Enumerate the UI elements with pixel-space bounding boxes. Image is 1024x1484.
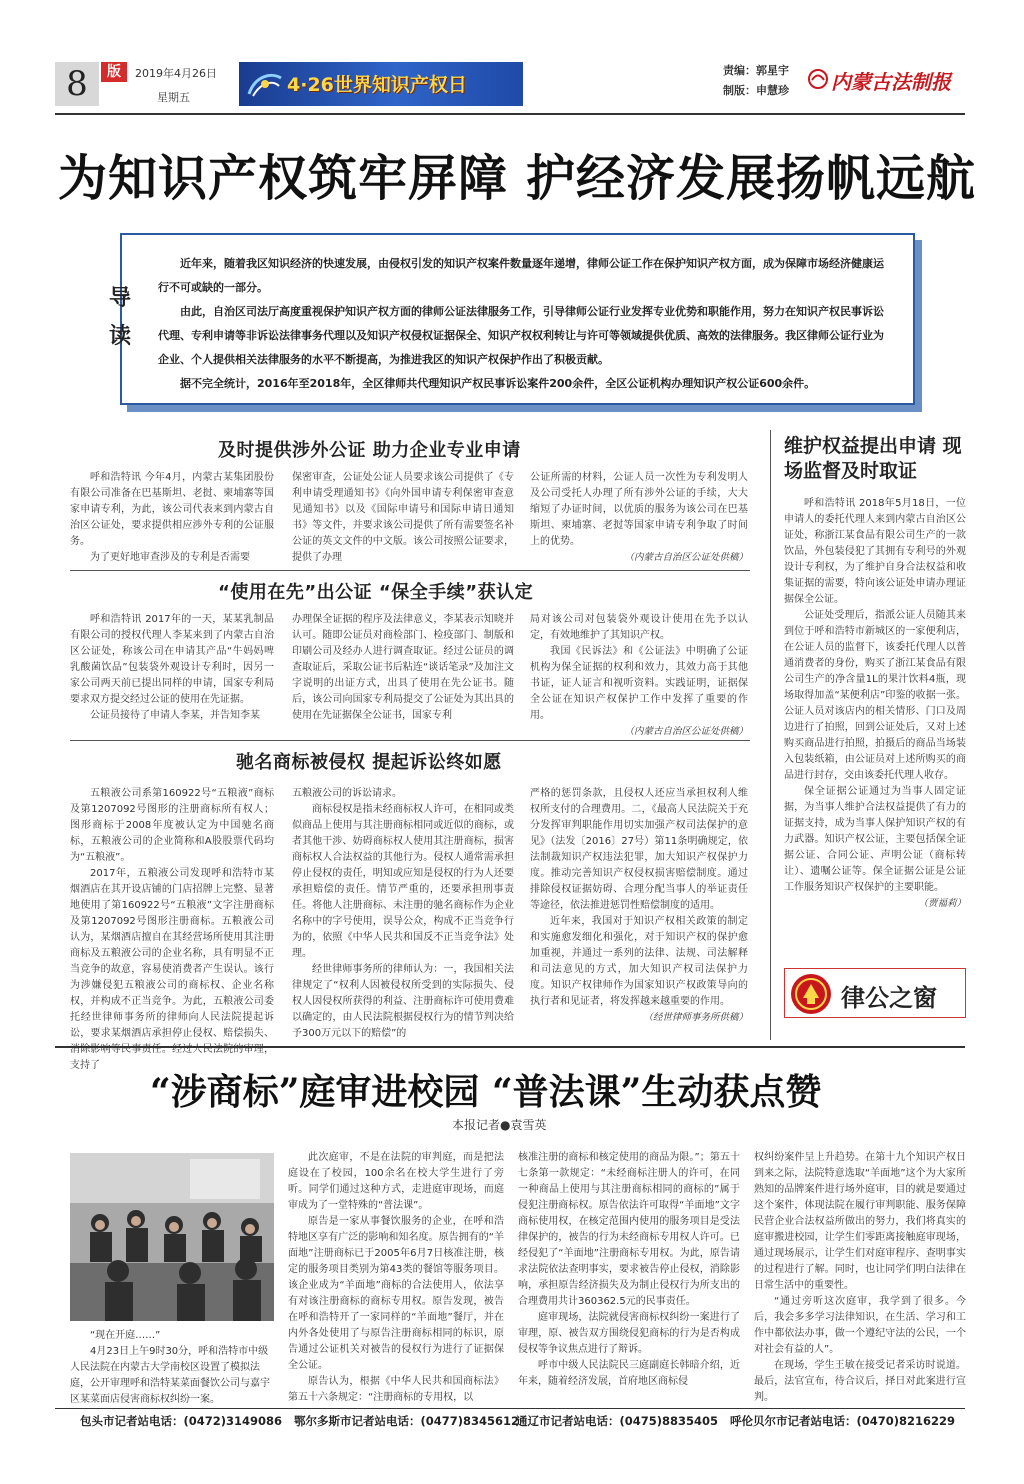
swirl-icon xyxy=(245,68,285,100)
article-paragraph: 呼和浩特讯 2017年的一天，某某乳制品有限公司的授权代理人李某来到了内蒙古自治区公证处，称该公司在申请其产品“牛妈妈啤乳酸菌饮品”包装袋外观设计专利时，因另一家公司两天前已提出同样的申请，国家专利局要求双方提交经过公证的使用在先证据。 xyxy=(70,614,274,705)
banner-title: 4·26世界知识产权日 xyxy=(287,74,467,96)
article3-col2 xyxy=(292,786,514,1039)
article-paragraph: 原告认为，根据《中华人民共和国商标法》第五十六条规定：“注册商标的专用权，以 xyxy=(288,1376,504,1403)
article1-col3 xyxy=(530,470,748,566)
article5-col2 xyxy=(518,1150,740,1402)
article-paragraph: 公证员接待了申请人李某，并告知李某 xyxy=(90,710,260,721)
article-paragraph: 商标侵权是指未经商标权人许可，在相同或类似商品上使用与其注册商标相同或近似的商标，或者其他干涉、妨碍商标权人使用其注册商标，损害商标权人合法权益的其他行为。侵权人通常需承担停止侵权的责任，明知或应知是侵权的行为人还要承担赔偿的责任。情节严重的，还要承担刑事责任。将他人注册商标、未注册的驰名商标作为企业名称中的字号使用，误导公众，构成不正当竞争行为的，依照《中华人民共和国反不正当竞争法》处理。 xyxy=(292,804,514,959)
lawyer-badge-icon xyxy=(789,972,833,1016)
article-paragraph: 2017年，五粮液公司发现呼和浩特市某烟酒店在其开设店铺的门店招牌上完整、显著地使用了第160922号“五粮液”文字注册商标及第1207092号图形注册商标。五粮液公司认为，某烟酒店擅自在其经营场所使用其注册商标及五粮液公司的企业名称，具有明显不正当竞争的故意，容易使消费者产生误认。该行为涉嫌侵犯五粮液公司的商标权、企业名称权，并构成不正当竞争。为此，五粮液公司委托经世律师事务所的律师向人民法院提起诉讼，要求某烟酒店承担停止侵权、赔偿损失、消除影响等民事责任。经过人民法院的审理，支持了 xyxy=(70,868,274,1071)
article2-col1 xyxy=(70,612,274,736)
article-paragraph: 权纠纷案件呈上升趋势。在第十九个知识产权日到来之际，法院特意选取“羊面地”这个为大家所熟知的品牌案件进行场外庭审，目的就是要通过这个案件，体现法院在履行审判职能、服务保障民营企业合法权益所做出的努力，我们将真实的庭审搬进校园，让学生们零距离接触庭审现场，通过现场展示，让学生们对庭审程序、查明事实的过程进行了解。同时，也让同学们明白法律在日常生活中的重要性。 xyxy=(754,1152,966,1291)
guide-paragraph: 近年来，随着我区知识经济的快速发展，由侵权引发的知识产权案件数量逐年递增，律师公证工作在保护知识产权方面，成为保障市场经济健康运行不可或缺的一部分。 xyxy=(158,257,884,294)
article4-source: （贾福莉） xyxy=(918,898,966,909)
article-paragraph: 呼和浩特讯 2018年5月18日，一位申请人的委托代理人来到内蒙古自治区公证处，称浙江某食品有限公司生产的一款饮品，外包装侵犯了其拥有专利号的外观设计专利权，为了维护自身合法权益和收集证据的需要，特向该公证处申请办理证据保全公证。 xyxy=(784,498,966,605)
article-paragraph: “通过旁听这次庭审，我学到了很多。今后，我会多多学习法律知识，在生活、学习和工作中都依法办事，做一个遵纪守法的公民，一个对社会有益的人”。 xyxy=(754,1296,966,1355)
article-paragraph: 五粮液公司的诉讼请求。 xyxy=(292,788,402,799)
article2-col3 xyxy=(530,612,748,736)
footer-divider xyxy=(55,1408,965,1409)
article-paragraph: 核准注册的商标和核定使用的商品为限。”；第五十七条第一款规定：“未经商标注册人的许可，在同一种商品上使用与其注册商标相同的商标的”属于侵犯注册商标权。原告依法许可取得“羊面地”文字商标使用权，在核定范围内使用的服务项目是受法律保护的，被告的行为未经商标专用权人许可。已经侵犯了“羊面地”注册商标专用权。为此，原告请求法院依法查明事实，要求被告停止侵权，消除影响，承担原告经济损失及为制止侵权行为所支出的合理费用共计360362.5元的民事责任。 xyxy=(518,1152,740,1307)
article2-title: “使用在先”出公证 “保全手续”获认定 xyxy=(218,582,534,603)
section-divider xyxy=(70,570,750,571)
article-paragraph: 办理保全证据的程序及法律意义，李某表示知晓并认可。随即公证员对商检部门、检疫部门、制版和印刷公司及经办人进行调查取证。经过公证员的调查取证后，采取公证书后粘连“谈话笔录”及加注文字说明的出证方式，出具了使用在先公证书。随后，该公司向国家专利局提交了公证处为其出具的使用在先证据保全公证书，国家专利 xyxy=(292,614,514,721)
article5-byline: 本报记者●袁雪英 xyxy=(452,1118,547,1132)
article3-title: 驰名商标被侵权 提起诉讼终如愿 xyxy=(236,752,502,773)
article3-source: （经世律师事务所供稿） xyxy=(643,1012,748,1023)
article-paragraph: 此次庭审，不是在法院的审判庭，而是把法庭设在了校园，100余名在校大学生进行了旁听。同学们通过这种方式，走进庭审现场，而庭审成为了一堂特殊的“普法课”。 xyxy=(288,1152,504,1211)
caption-paragraph: “现在开庭……” xyxy=(90,1330,161,1341)
caption-paragraph: 4月23日上午9时30分，呼和浩特市中级人民法院在内蒙古大学南校区设置了模拟法庭，公开审理呼和浩特某菜面餐饮公司与嘉宇区某菜面店侵害商标权纠纷一案。 xyxy=(70,1346,270,1405)
article-paragraph: 在现场，学生王敏在接受记者采访时说道。最后，法官宣布，待合议后，择日对此案进行宣判。 xyxy=(754,1360,966,1403)
paper-logo xyxy=(807,62,967,102)
article5-title: “涉商标”庭审进校园 “普法课”生动获点赞 xyxy=(150,1071,822,1113)
guide-paragraph: 据不完全统计，2016年至2018年，全区律师共代理知识产权民事诉讼案件200余件，全区公证机构办理知识产权公证600余件。 xyxy=(180,377,816,390)
footer-contact: 鄂尔多斯市记者站电话：(0477)8345612 xyxy=(294,1414,520,1428)
article-paragraph: 呼市中级人民法院民三庭副庭长韩暗介绍，近年来，随着经济发展，首府地区商标侵 xyxy=(518,1360,740,1387)
article-paragraph: 近年来，我国对于知识产权相关政策的制定和实施愈发细化和强化，对于知识产权的保护愈加重视，并通过一系列的法律、法规、司法解释和司法意见的方式，加大知识产权司法保护力度。知识产权律师作为国家知识产权政策导向的执行者和见证者，将发挥越来越重要的作用。 xyxy=(530,916,748,1007)
guide-label-char: 读 xyxy=(108,324,131,349)
guide-paragraph: 由此，自治区司法厅高度重视保护知识产权方面的律师公证法律服务工作，引导律师公证行业发挥专业优势和职能作用，努力在知识产权民事诉讼代理、专利申请等非诉讼法律事务代理以及知识产权侵权证据保全、知识产权权利转让与许可等领域提供优质、高效的法律服务。我区律师公证行业为企业、个人提供相关法律服务的水平不断提高，为推进我区的知识产权保护作出了积极贡献。 xyxy=(158,305,884,366)
article-paragraph: 保密审查，公证处公证人员要求该公司提供了《专利申请受理通知书》《向外国申请专利保密审查意见通知书》以及《国际申请号和国际申请日通知书》等文件，并要求该公司提供了所有需要签名补公证的英文文件的中文版。该公司按照公证要求，提供了办理 xyxy=(292,472,514,563)
section-divider xyxy=(70,740,750,741)
article-paragraph: 经世律师事务所的律师认为：一，我国相关法律规定了“权利人因被侵权所受到的实际损失、侵权人因侵权所获得的利益、注册商标许可使用费难以确定的，由人民法院根据侵权行为的情节判决给予300万元以下的赔偿”的 xyxy=(292,964,514,1039)
paper-name: 内蒙古法制报 xyxy=(831,70,951,94)
page-header xyxy=(55,62,965,110)
law-window-title: 律公之窗 xyxy=(841,983,937,1012)
guide-text xyxy=(158,252,893,396)
law-window-box xyxy=(784,968,966,1018)
header-divider xyxy=(55,113,965,115)
article-paragraph: 我国《民诉法》和《公证法》中明确了公证机构为保全证据的权利和效力，其效力高于其他书证，证人证言和视听资料。实践证明，证据保全公证在知识产权保护工作中发挥了重要的作用。 xyxy=(530,646,748,721)
page-label: 版 xyxy=(101,62,127,82)
article1-col1 xyxy=(70,470,274,566)
article-paragraph: 公证所需的材料，公证人员一次性为专利发明人及公司受托人办理了所有涉外公证的手续，大大缩短了办证时间，以优质的服务为该公司在巴基斯坦、柬埔寨、老挝等国家申请专利争取了时间上的优势。 xyxy=(530,472,748,547)
students-in-court-image xyxy=(70,1153,274,1321)
article1-title: 及时提供涉外公证 助力企业专业申请 xyxy=(218,440,521,461)
ip-day-banner xyxy=(239,62,523,106)
issue-weekday: 星期五 xyxy=(157,91,190,104)
section-divider xyxy=(55,1046,965,1048)
article1-source: （内蒙古自治区公证处供稿） xyxy=(624,552,748,563)
article-paragraph: 庭审现场，法院就侵害商标权纠纷一案进行了审理，原、被告双方围绕侵犯商标的行为是否构成侵权等争议焦点进行了辩诉。 xyxy=(518,1312,740,1355)
photo-caption xyxy=(70,1328,278,1408)
article-paragraph: 五粮液公司系第160922号“五粮液”商标及第1207092号图形的注册商标所有权人；图形商标于2008年度被认定为中国驰名商标，五粮液公司的企业简称和A股股票代码均为“五粮液”。 xyxy=(70,788,274,863)
courtroom-photo xyxy=(70,1153,274,1321)
editor-credit: 责编：郭星宇 xyxy=(723,64,789,77)
article-paragraph: 公证处受理后，指派公证人员随其来到位于呼和浩特市新城区的一家便利店，在公证人员的监督下，该委托代理人以普通消费者的身份，购买了浙江某食品有限公司生产的净含量1L的果汁饮料4瓶，现场取得加盖“某便利店”印鉴的收据一张。公证人员对该店内的相关情形、门口及周边进行了拍照，回到公证处后，又对上述购买商品进行拍照，拍摄后的商品当场装入包装纸箱，由公证员对上述所购买的商品进行封存，交由该委托代理人收存。 xyxy=(784,610,966,781)
footer-contact: 通辽市记者站电话：(0475)8835405 xyxy=(516,1414,719,1428)
article-paragraph: 局对该公司对包装袋外观设计使用在先予以认定，有效地维护了其知识产权。 xyxy=(530,614,748,641)
article3-col3 xyxy=(530,786,748,1034)
article-paragraph: 呼和浩特讯 今年4月，内蒙古某集团股份有限公司准备在巴基斯坦、老挝、柬埔寨等国家申请专利，为此，该公司代表来到内蒙古自治区公证处，要求提供相应涉外专利的公证服务。 xyxy=(70,472,274,547)
article-paragraph: 原告是一家从事餐饮服务的企业，在呼和浩特地区享有广泛的影响和知名度。原告拥有的“羊面地”注册商标已于2005年6月7日核准注册，核定的服务项目类别为第43类的餐馆等服务项目。该企业成为“羊面地”商标的合法使用人，依法享有对该注册商标的商标专用权。原告发现，被告在呼和浩特开了一家同样的“羊面地”餐厅，并在内外各处使用了与原告注册商标相同的标识，原告通过公证机关对被告的侵权行为进行了证据保全公证。 xyxy=(288,1216,504,1371)
guide-label-char: 导 xyxy=(108,286,131,311)
main-headline: 为知识产权筑牢屏障 护经济发展扬帆远航 xyxy=(58,149,977,207)
paper-emblem-icon xyxy=(807,68,829,90)
article1-col2 xyxy=(292,470,514,566)
article-paragraph: 保全证据公证通过为当事人固定证据，为当事人维护合法权益提供了有力的证据支持，成为当事人保护知识产权的有力武器。知识产权公证，主要包括保全证据公证、合同公证、声明公证（商标转让）、遗嘱公证等。保全证据公证是公证工作服务知识产权保护的主要职能。 xyxy=(784,786,966,893)
footer-contact: 包头市记者站电话：(0472)3149086 xyxy=(80,1414,283,1428)
page-number: 8 xyxy=(55,62,99,106)
guide-label xyxy=(108,280,132,356)
article5-col1 xyxy=(288,1150,504,1402)
article4-title: 维护权益提出申请 现场监督及时取证 xyxy=(784,435,962,482)
article-paragraph: 为了更好地审查涉及的专利是否需要 xyxy=(90,552,250,563)
issue-date: 2019年4月26日 xyxy=(135,67,217,80)
article3-col1 xyxy=(70,786,274,1071)
article2-source: （内蒙古自治区公证处供稿） xyxy=(624,726,748,737)
article-paragraph: 严格的惩罚条款，且侵权人还应当承担权利人维权所支付的合理费用。二，《最高人民法院关于充分发挥审判职能作用切实加强产权司法保护的意见》（法发〔2016〕27号）第11条明确规定，依法制裁知识产权违法犯罪，加大知识产权保护力度。推动完善知识产权侵权损害赔偿制度。通过排除侵权证据妨碍、合理分配当事人的举证责任等途径，依法推进惩罚性赔偿制度的适用。 xyxy=(530,788,748,911)
producer-credit: 制版：申慧珍 xyxy=(723,84,789,97)
column-divider xyxy=(770,430,771,1040)
footer-contact: 呼伦贝尔市记者站电话：(0470)8216229 xyxy=(730,1414,956,1428)
article2-col2 xyxy=(292,612,514,736)
article4-col xyxy=(784,496,966,940)
article5-col3 xyxy=(754,1150,966,1402)
